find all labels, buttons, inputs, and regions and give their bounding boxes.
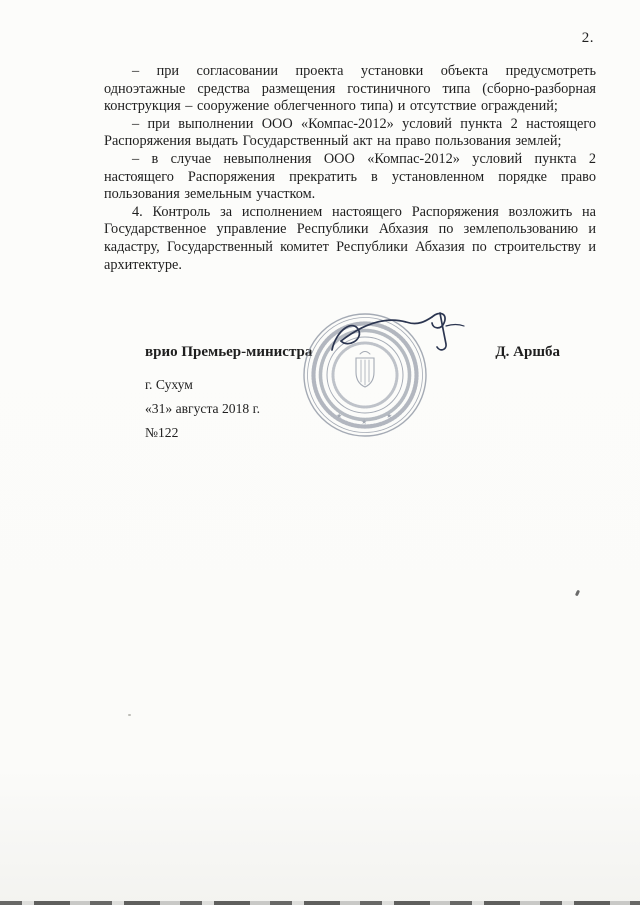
scan-artifact-bottom-edge (0, 901, 640, 905)
seal-star-icon: ★ (386, 412, 393, 420)
paragraph-1: – при согласовании проекта установки объекта предусмотреть одноэтажные средства размещения гостиничного типа (сборно-разборная конструкция – сооружение облегченного типа) и отсутствие ограждений; (104, 63, 596, 115)
place-line: г. Сухум (145, 377, 193, 392)
document-footer (145, 377, 260, 449)
paragraph-4: 4. Контроль за исполнением настоящего Распоряжения возложить на Государственное управление Республики Абхазия по землепользованию и кадастру, Государственный комитет Республики Абхазия по строительству и архитектуре. (104, 203, 596, 273)
signatory-name: Д. Аршба (495, 344, 560, 360)
scan-speck (575, 590, 580, 597)
seal-star-icon: ★ (336, 412, 343, 420)
date-line: «31» августа 2018 г. (145, 401, 261, 416)
document-body (104, 63, 596, 274)
signatory-title: врио Премьер-министра (145, 344, 313, 360)
paragraph-3: – в случае невыполнения ООО «Компас-2012» условий пункта 2 настоящего Распоряжения прекратить в установленном порядке право пользования земельным участком. (104, 150, 596, 203)
doc-number-line: №122 (145, 425, 179, 440)
paragraph-2: – при выполнении ООО «Компас-2012» условий пункта 2 настоящего Распоряжения выдать Государственный акт на право пользования землей; (104, 115, 596, 150)
scan-speck (128, 714, 131, 716)
handwritten-signature (322, 306, 477, 368)
page-number: 2. (581, 30, 594, 46)
seal-star-icon: ★ (361, 418, 368, 426)
